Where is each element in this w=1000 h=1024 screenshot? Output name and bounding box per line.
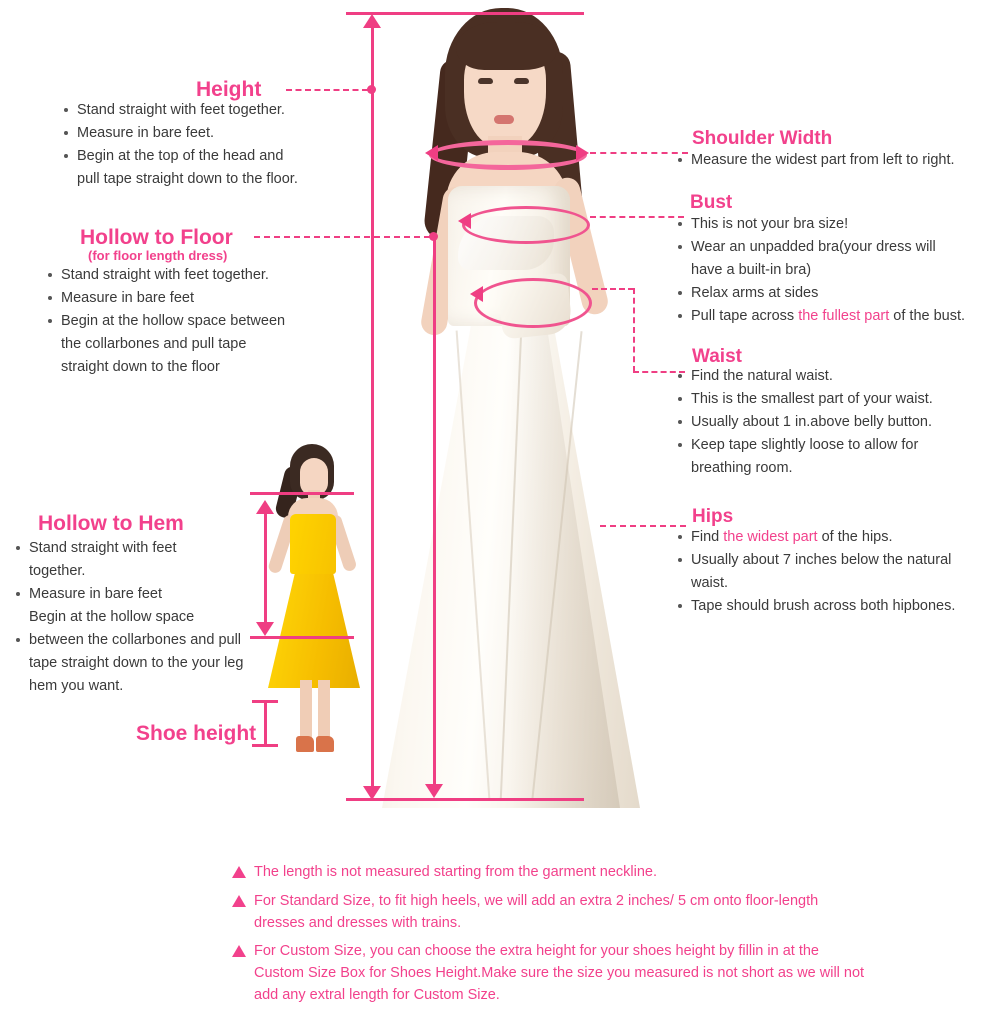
footer-note: [232, 941, 872, 1006]
mini-shoe-left: [296, 736, 314, 752]
hollow-to-floor-heading: Hollow to Floor: [80, 226, 233, 249]
short-dress-model-illustration: [262, 440, 372, 760]
list-item: Measure in bare feet: [14, 584, 258, 605]
height-heading: Height: [196, 78, 262, 101]
waist-bullet-list: [676, 366, 996, 481]
footer-note-text: For Standard Size, to fit high heels, we will add an extra 2 inches/ 5 cm onto floor-length dresses and dresses with trains.: [254, 892, 819, 931]
list-item: Stand straight with feet together.: [46, 265, 356, 286]
shoulder-width-bullet-list: [676, 150, 996, 173]
list-item: Measure in bare feet.: [62, 123, 362, 144]
shoe-height-measure-line: [264, 700, 267, 746]
height-bullet-list: [62, 100, 362, 192]
warning-triangle-icon: [232, 945, 246, 957]
list-item: have a built-in bra): [691, 262, 812, 279]
list-item: Begin at the hollow space between: [46, 311, 356, 332]
model-lips: [494, 115, 514, 124]
list-item: Usually about 1 in.above belly button.: [676, 412, 996, 433]
hips-bullet-list: [676, 527, 998, 619]
list-item: Measure the widest part from left to right.: [676, 150, 996, 171]
waist-leader-line-top: [592, 288, 634, 290]
hollow-to-hem-top-cap: [250, 492, 354, 495]
hips-leader-line: [600, 525, 686, 527]
hollow-to-floor-bullet-list: [46, 265, 356, 380]
shoe-height-top-cap: [252, 700, 278, 703]
model-eye-right: [514, 78, 529, 84]
waist-heading: Waist: [692, 346, 742, 367]
list-item: pull tape straight down to the floor.: [77, 171, 298, 188]
hollow-to-floor-subheading: (for floor length dress): [88, 248, 228, 263]
height-leader-line: [286, 89, 368, 91]
bust-heading: Bust: [690, 192, 733, 213]
list-item: Tape should brush across both hipbones.: [676, 596, 998, 617]
height-bottom-cap: [346, 798, 584, 801]
model-fringe: [456, 22, 556, 70]
list-item: This is the smallest part of your waist.: [676, 389, 996, 410]
warning-triangle-icon: [232, 866, 246, 878]
shoulder-arrow-right: [576, 145, 589, 161]
shoulder-arrow-left: [425, 145, 438, 161]
list-item: Stand straight with feet: [14, 538, 258, 559]
waist-band: [474, 278, 592, 328]
hollow-to-hem-measure-line: [264, 512, 267, 630]
bust-emphasis: the fullest part: [798, 308, 890, 325]
height-anchor-dot: [367, 85, 376, 94]
mini-shoe-right: [316, 736, 334, 752]
shoe-height-heading: Shoe height: [136, 722, 257, 745]
list-item: Keep tape slightly loose to allow for: [676, 435, 996, 456]
height-measure-line: [371, 24, 374, 794]
mini-bodice: [290, 514, 336, 574]
list-item: Stand straight with feet together.: [62, 100, 362, 121]
bust-bullet-list: [676, 214, 998, 329]
hollow-to-floor-leader-line: [254, 236, 430, 238]
hips-emphasis: the widest part: [723, 529, 818, 545]
warning-triangle-icon: [232, 895, 246, 907]
mini-skirt: [268, 570, 360, 688]
bride-model-illustration: [360, 0, 660, 815]
list-item: Measure in bare feet: [46, 288, 356, 309]
list-item: Begin at the hollow space: [29, 609, 195, 626]
bust-arrow-left: [458, 213, 471, 229]
hollow-to-hem-bullet-list: [14, 538, 258, 699]
hollow-to-hem-arrow-bottom: [256, 622, 274, 636]
list-item: Find the natural waist.: [676, 366, 996, 387]
waist-arrow-left: [470, 286, 483, 302]
shoulder-width-heading: Shoulder Width: [692, 128, 833, 149]
list-item-bust-fullest: Pull tape across the fullest part of the bust.: [676, 306, 998, 327]
footer-note: [232, 862, 872, 884]
footer-note-text: For Custom Size, you can choose the extra height for your shoes height by fillin in at the Custom Size Box for Shoes Height.Make sure the size you measured is not short as we will not add any extral length for Custom Size.: [254, 943, 865, 1003]
footer-note-text: The length is not measured starting from the garment neckline.: [254, 864, 657, 880]
mini-leg-right: [318, 680, 330, 742]
bust-band: [462, 206, 590, 244]
list-item: the collarbones and pull tape: [61, 336, 247, 353]
list-item: between the collarbones and pull: [14, 630, 258, 651]
list-item: Usually about 7 inches below the natural: [676, 550, 998, 571]
list-item-hips-widest: Find the widest part of the hips.: [676, 527, 998, 548]
footer-note: [232, 891, 872, 935]
hollow-to-hem-heading: Hollow to Hem: [38, 512, 184, 535]
shoulder-leader-line: [590, 152, 688, 154]
list-item: This is not your bra size!: [676, 214, 998, 235]
hollow-to-floor-anchor-dot: [429, 232, 438, 241]
shoulder-width-band: [429, 140, 587, 170]
waist-leader-line-vertical: [633, 288, 635, 372]
list-item: breathing room.: [691, 460, 793, 477]
hollow-to-hem-bottom-cap: [250, 636, 354, 639]
footer-notes: [232, 862, 872, 1014]
list-item: Wear an unpadded bra(your dress will: [676, 237, 998, 258]
list-item: Relax arms at sides: [676, 283, 998, 304]
model-eye-left: [478, 78, 493, 84]
hollow-to-floor-arrow-bottom: [425, 784, 443, 798]
list-item: tape straight down to the your leg: [29, 655, 244, 672]
list-item: together.: [29, 563, 86, 580]
height-top-cap: [346, 12, 584, 15]
mini-leg-left: [300, 680, 312, 742]
hips-heading: Hips: [692, 506, 734, 527]
bust-leader-line: [590, 216, 684, 218]
list-item: Begin at the top of the head and: [62, 146, 362, 167]
list-item: hem you want.: [29, 678, 124, 695]
list-item: straight down to the floor: [61, 359, 220, 376]
list-item: waist.: [691, 575, 729, 592]
hollow-to-floor-measure-line: [433, 240, 436, 792]
